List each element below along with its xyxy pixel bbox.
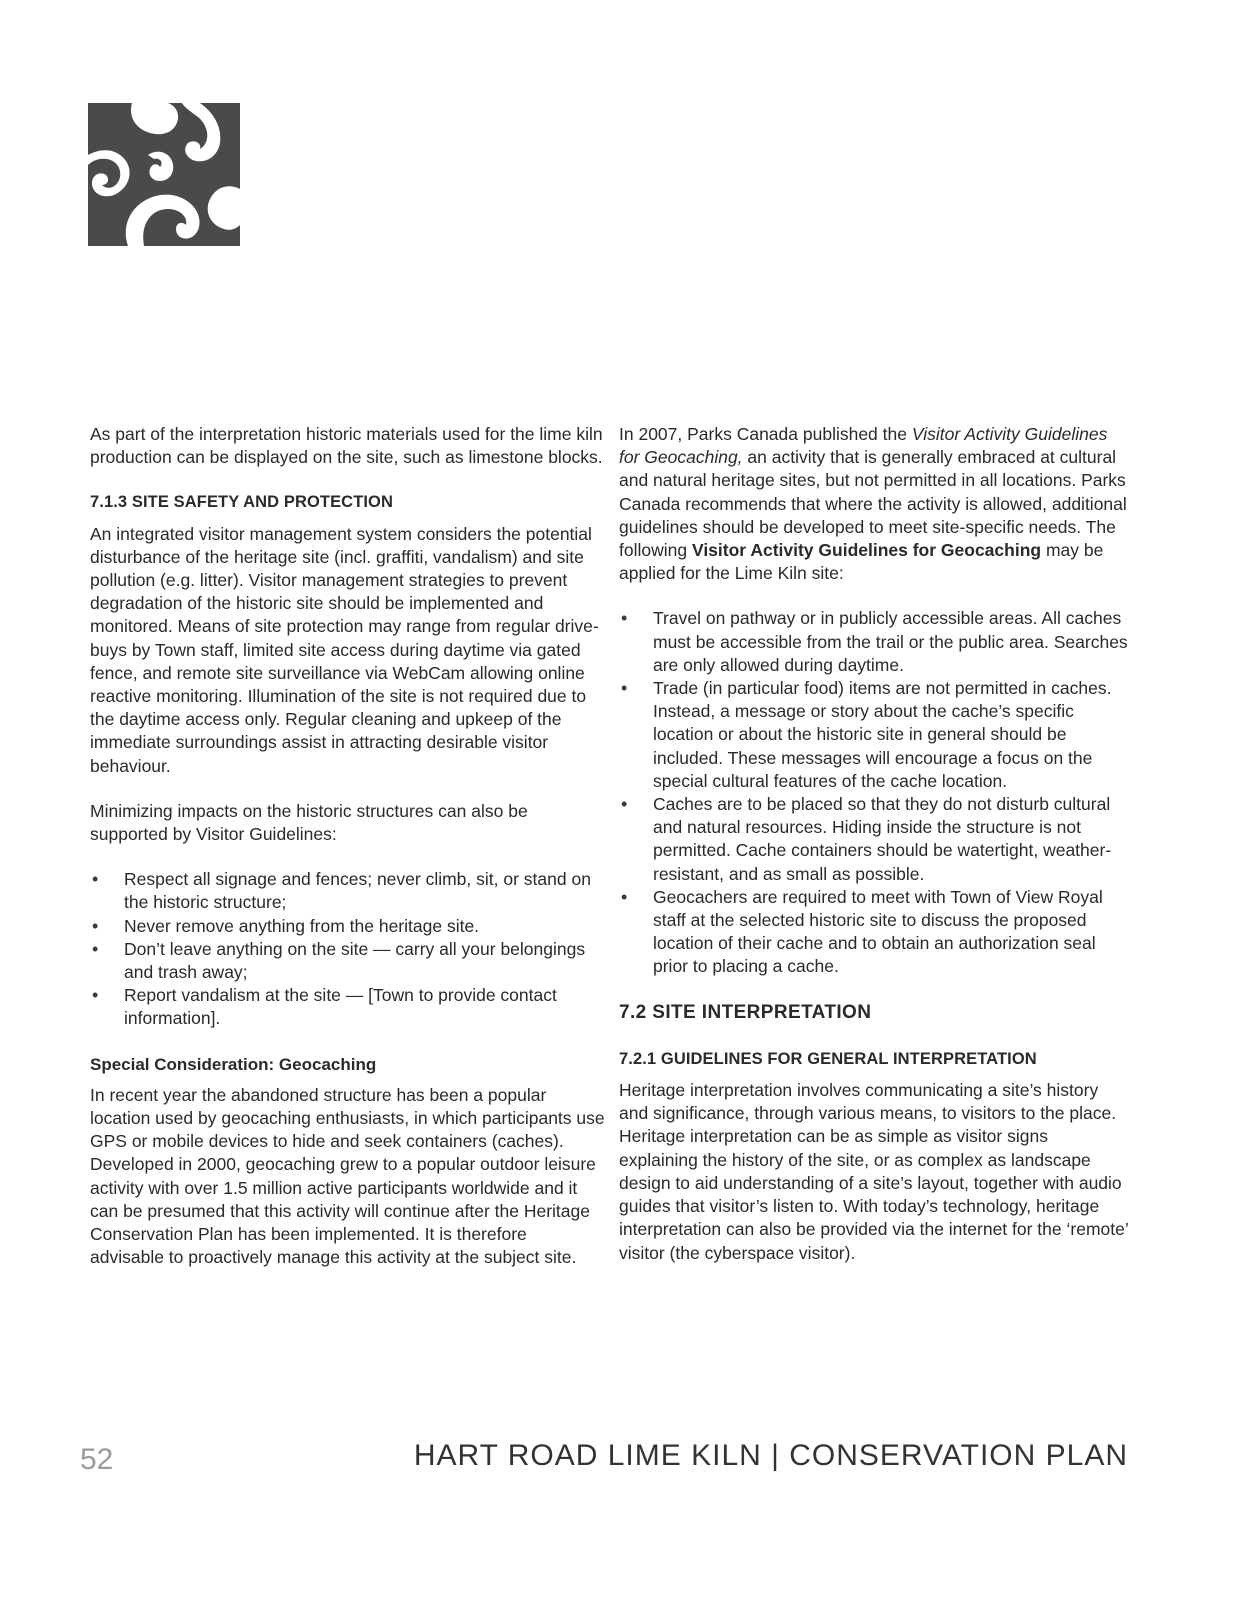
parks-text-2: an activity that is generally embraced at cultural and natural heritage sites, but not permitted in all locations. Parks Canada recommends that where the activity is allowed, additional guidelines should be developed to meet site-specific needs. The following [619,447,1127,561]
general-interpretation-heading: 7.2.1 GUIDELINES FOR GENERAL INTERPRETATION [619,1049,1037,1068]
list-item: • Respect all signage and fences; never climb, sit, or stand on the historic structure; [90,868,605,914]
list-item: • Don’t leave anything on the site — carry all your belongings and trash away; [90,938,605,984]
list-item: • Trade (in particular food) items are not permitted in caches. Instead, a message or story about the cache’s specific location or about the historic site in general should be included. These messages will encourage a focus on the special cultural features of the cache location. [619,677,1129,793]
list-item: • Travel on pathway or in publicly accessible areas. All caches must be accessible from the trail or the public area. Searches are only allowed during daytime. [619,607,1129,677]
intro-paragraph: As part of the interpretation historic materials used for the lime kiln production can be displayed on the site, such as limestone blocks. [90,424,603,468]
footer-title: HART ROAD LIME KILN | CONSERVATION PLAN [413,1439,1128,1472]
left-column [90,423,605,1292]
list-item: • Report vandalism at the site — [Town to provide contact information]. [90,984,605,1030]
safety-paragraph: An integrated visitor management system considers the potential disturbance of the heritage site (incl. graffiti, vandalism) and site pollution (e.g. litter). Visitor management strategies to prevent degradation of the historic site should be implemented and monitored. Means of site protection may range from regular drive-buys by Town staff, limited site access during daytime via gated fence, and remote site surveillance via WebCam allowing online reactive monitoring. Illumination of the site is not required due to the daytime access only. Regular cleaning and upkeep of the immediate surroundings assist in attracting desirable visitor behaviour. [90,523,599,776]
parks-italic-title: Visitor Activity Guidelines for Geocaching, [619,424,1108,468]
parks-canada-paragraph [619,423,1129,585]
ampersand-logo-icon [88,103,240,246]
site-interpretation-heading: 7.2 SITE INTERPRETATION [619,1001,872,1023]
list-item: • Geocachers are required to meet with Town of View Royal staff at the selected historic site to discuss the proposed location of their cache and to obtain an authorization seal prior to placing a cache. [619,886,1129,979]
list-item: • Never remove anything from the heritage site. [90,915,605,938]
geocaching-heading: Special Consideration: Geocaching [90,1054,377,1074]
list-item: • Caches are to be placed so that they do not disturb cultural and natural resources. Hiding inside the structure is not permitted. Cache containers should be watertight, weather-resistant, and as small as possible. [619,793,1129,886]
general-interpretation-paragraph: Heritage interpretation involves communicating a site’s history and significance, through various means, to visitors to the place. Heritage interpretation can be as simple as visitor signs explaining the history of the site, or as complex as landscape design to aid understanding of a site’s layout, together with audio guides that visitor’s listen to. With today’s technology, heritage interpretation can also be provided via the internet for the ‘remote’ visitor (the cyberspace visitor). [619,1080,1129,1263]
visitor-guidelines-list [90,868,605,1030]
right-column [619,423,1129,1287]
page-number: 52 [80,1443,114,1476]
geocaching-paragraph: In recent year the abandoned structure has been a popular location used by geocaching enthusiasts, in which participants use GPS or mobile devices to hide and seek containers (caches). Developed in 2000, geocaching grew to a popular outdoor leisure activity with over 1.5 million active participants worldwide and it can be presumed that this activity will continue after the Heritage Conservation Plan has been implemented. It is therefore advisable to proactively manage this activity at the subject site. [90,1084,605,1268]
geocaching-guidelines-list [619,607,1129,978]
safety-heading: 7.1.3 SITE SAFETY AND PROTECTION [90,493,394,512]
minimizing-paragraph: Minimizing impacts on the historic structures can also be supported by Visitor Guidelines: [90,800,528,845]
parks-text-3: may be applied for the Lime Kiln site: [619,540,1104,584]
parks-bold-title: Visitor Activity Guidelines for Geocaching [691,540,1042,561]
parks-text-1: In 2007, Parks Canada published the [619,424,912,444]
